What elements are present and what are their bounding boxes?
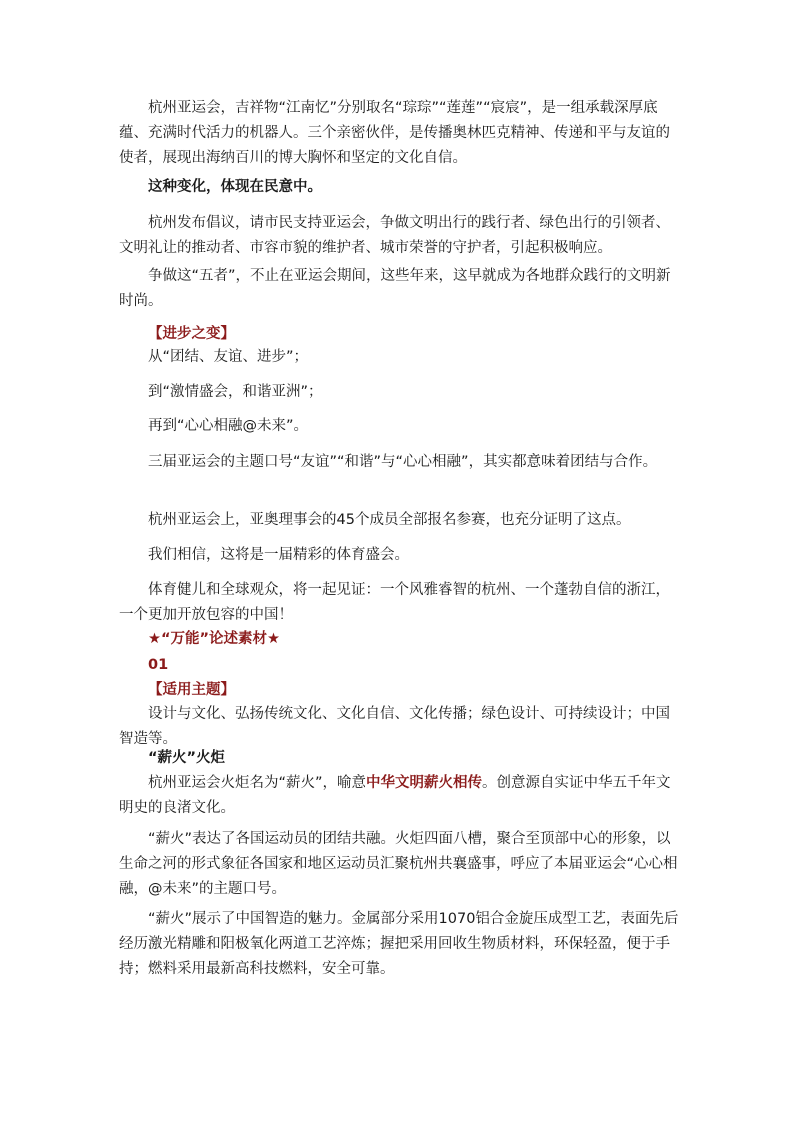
paragraph-change-heading: 这种变化，体现在民意中。 xyxy=(148,179,322,195)
torch-name-highlight: 中华文明薪火相传 xyxy=(366,775,483,791)
slogan-line-1: 从“团结、友谊、进步”； xyxy=(148,349,309,365)
torch-heading: “薪火”火炬 xyxy=(148,750,226,766)
torch-name-text-start: 杭州亚运会火炬名为“薪火”，喻意 xyxy=(148,775,367,791)
slogan-line-3: 再到“心心相融@未来”。 xyxy=(148,418,309,434)
paragraph-members: 杭州亚运会上，亚奥理事会的45个成员全部报名参赛，也充分证明了这点。 xyxy=(148,512,631,528)
section-heading-themes: 【适用主题】 xyxy=(148,682,235,698)
paragraph-belief: 我们相信，这将是一届精彩的体育盛会。 xyxy=(148,547,409,563)
section-heading-progress: 【进步之变】 xyxy=(148,326,235,342)
paragraph-themes: 设计与文化、弘扬传统文化、文化自信、文化传播；绿色设计、可持续设计；中国智造等。 xyxy=(119,706,670,747)
paragraph-witness: 体育健儿和全球观众，将一起见证：一个风雅睿智的杭州、一个蓬勃自信的浙江，一个更加开放包容的中国！ xyxy=(119,582,670,623)
paragraph-torch-unity: “薪火”表达了各国运动员的团结共融。火炬四面八槽，聚合至顶部中心的形象，以生命之河的形式象征各国家和地区运动员汇聚杭州共襄盛事，呼应了本届亚运会“心心相融，@未来”的主题口号。 xyxy=(119,831,678,897)
section-heading-material: ★“万能”论述素材★ xyxy=(148,631,281,647)
paragraph-slogans: 三届亚运会的主题口号“友谊”“和谐”与“心心相融”，其实都意味着团结与合作。 xyxy=(148,454,658,470)
paragraph-torch-name xyxy=(119,771,679,821)
slogan-line-2: 到“激情盛会，和谐亚洲”； xyxy=(148,384,323,400)
material-number: 01 xyxy=(148,657,169,673)
paragraph-mascots: 杭州亚运会，吉祥物“江南忆”分别取名“琮琮”“莲莲”“宸宸”，是一组承载深厚底蕴、充满时代活力的机器人。三个亲密伙伴，是传播奥林匹克精神、传递和平与友谊的使者，展现出海纳百川的博大胸怀和坚定的文化自信。 xyxy=(119,100,670,166)
paragraph-five-roles: 争做这“五者”，不止在亚运会期间，这些年来，这早就成为各地群众践行的文明新时尚。 xyxy=(119,268,671,309)
paragraph-initiative: 杭州发布倡议，请市民支持亚运会，争做文明出行的践行者、绿色出行的引领者、文明礼让的推动者、市容市貌的维护者、城市荣誉的守护者，引起积极响应。 xyxy=(119,215,670,256)
torch-name-text-end: 。创意源自实证中华五千年文明史的良渚文化。 xyxy=(119,775,671,816)
paragraph-torch-craft: “薪火”展示了中国智造的魅力。金属部分采用1070铝合金旋压成型工艺，表面先后经历激光精雕和阳极氧化两道工艺淬炼；握把采用回收生物质材料，环保轻盈，便于手持；燃料采用最新高科技燃料，安全可靠。 xyxy=(119,911,679,977)
